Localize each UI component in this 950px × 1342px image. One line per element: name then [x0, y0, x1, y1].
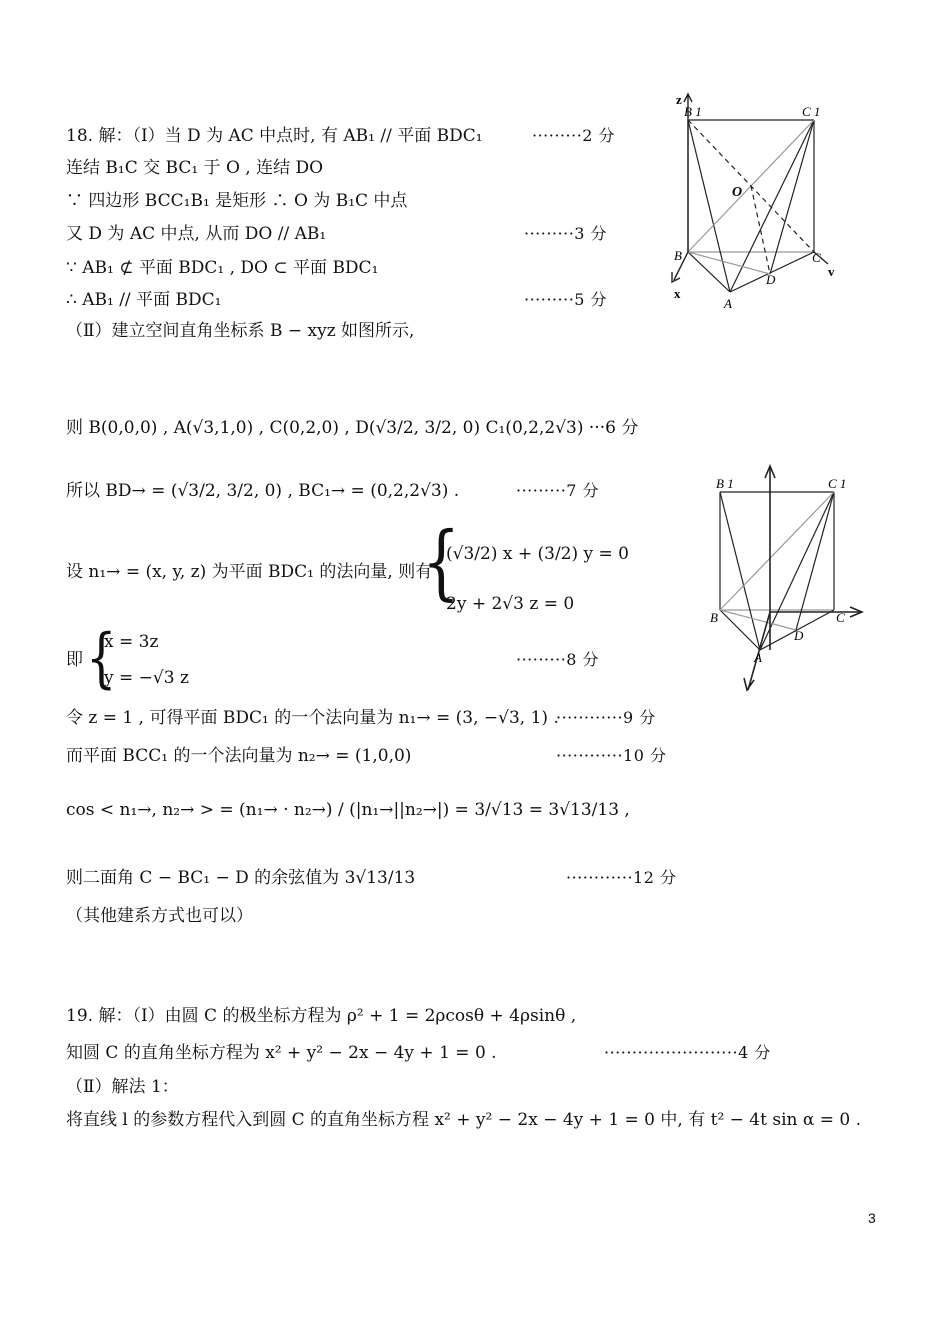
- s19-line-4: 将直线 l 的参数方程代入到圆 C 的直角坐标方程 x² + y² − 2x − 4y + 1 = 0 中, 有 t² − 4t sin α = 0 .: [66, 1110, 862, 1130]
- vertex-c1: C 1: [802, 104, 821, 119]
- vertex-b: B: [674, 248, 682, 263]
- system-1-eq-2: 2y + 2√3 z = 0: [446, 594, 575, 614]
- s18-line-4: 又 D 为 AC 中点, 从而 DO // AB₁: [66, 224, 327, 244]
- left-brace: {: [422, 515, 461, 610]
- prism-figure-1: [666, 92, 866, 322]
- vertex-a: A: [754, 650, 762, 665]
- point-o: O: [732, 185, 743, 200]
- system-2-eq-1: x = 3z: [104, 632, 159, 652]
- system-1-eq-1: (√3/2) x + (3/2) y = 0: [446, 544, 629, 564]
- vertex-c1: C 1: [828, 476, 847, 491]
- vertex-a: A: [724, 296, 732, 311]
- s18-line-3: ∵ 四边形 BCC₁B₁ 是矩形 ∴ O 为 B₁C 中点: [66, 191, 408, 211]
- s18-vectors-line: 所以 BD→ = (√3/2, 3/2, 0) , BC₁→ = (0,2,2√3) .: [66, 481, 460, 501]
- s19-line-2: 知圆 C 的直角坐标方程为 x² + y² − 2x − 4y + 1 = 0 .: [66, 1043, 497, 1063]
- s18-score-12: ············12 分: [566, 868, 677, 887]
- s18-score-2: ·········2 分: [532, 126, 616, 145]
- s19-line-3: （Ⅱ）解法 1：: [66, 1077, 179, 1097]
- s18-score-3: ·········3 分: [524, 224, 608, 243]
- s18-line-6: ∴ AB₁ // 平面 BDC₁: [66, 290, 222, 310]
- vertex-b1: B 1: [684, 104, 702, 119]
- s18-score-10: ············10 分: [556, 746, 667, 765]
- y-axis-label: v: [828, 264, 835, 279]
- s18-normal-vector-n1: 令 z = 1 , 可得平面 BDC₁ 的一个法向量为 n₁→ = (3, −√3, 1) .: [66, 708, 559, 728]
- s18-line-1: 18. 解：（Ⅰ）当 D 为 AC 中点时, 有 AB₁ // 平面 BDC₁: [66, 126, 483, 146]
- s18-ji-label: 即: [66, 650, 83, 670]
- s18-line-7: （Ⅱ）建立空间直角坐标系 B − xyz 如图所示,: [66, 321, 415, 341]
- vertex-b: B: [710, 610, 718, 625]
- s18-cosine-formula: cos < n₁→, n₂→ > = (n₁→ · n₂→) / (|n₁→||n₂→|) = 3/√13 = 3√13/13 ,: [66, 800, 630, 820]
- vertex-b1: B 1: [716, 476, 734, 491]
- s18-score-5: ·········5 分: [524, 290, 608, 309]
- s18-score-9: ············9 分: [556, 708, 656, 727]
- s18-normal-vector-setup: 设 n₁→ = (x, y, z) 为平面 BDC₁ 的法向量, 则有: [66, 562, 433, 582]
- x-axis-label: x: [674, 286, 681, 301]
- s18-line-5: ∵ AB₁ ⊄ 平面 BDC₁ , DO ⊂ 平面 BDC₁: [66, 258, 379, 278]
- point-d: D: [794, 628, 804, 643]
- s18-score-8: ·········8 分: [516, 650, 600, 669]
- s18-equation-system-1: [422, 515, 629, 618]
- s19-score-4: ························4 分: [604, 1043, 771, 1062]
- left-brace: {: [86, 620, 117, 697]
- s18-note: （其他建系方式也可以）: [66, 906, 253, 926]
- s18-line-2: 连结 B₁C 交 BC₁ 于 O , 连结 DO: [66, 158, 324, 178]
- vertex-c: C: [836, 610, 845, 625]
- page-number: 3: [868, 1210, 876, 1226]
- s19-line-1: 19. 解：（Ⅰ）由圆 C 的极坐标方程为 ρ² + 1 = 2ρcosθ + 4ρsinθ ,: [66, 1006, 577, 1026]
- point-d: D: [766, 272, 776, 287]
- s18-normal-vector-n2: 而平面 BCC₁ 的一个法向量为 n₂→ = (1,0,0): [66, 746, 412, 766]
- prism-figure-2: [700, 462, 870, 692]
- system-2-eq-2: y = −√3 z: [104, 668, 189, 688]
- s18-coordinates-line: 则 B(0,0,0) , A(√3,1,0) , C(0,2,0) , D(√3/2, 3/2, 0) C₁(0,2,2√3) ···6 分: [66, 418, 639, 438]
- z-axis-label: z: [676, 92, 682, 107]
- s18-equation-system-2: [86, 620, 216, 697]
- vertex-c: C: [812, 250, 821, 265]
- s18-score-7: ·········7 分: [516, 481, 600, 500]
- s18-dihedral-angle: 则二面角 C − BC₁ − D 的余弦值为 3√13/13: [66, 868, 416, 888]
